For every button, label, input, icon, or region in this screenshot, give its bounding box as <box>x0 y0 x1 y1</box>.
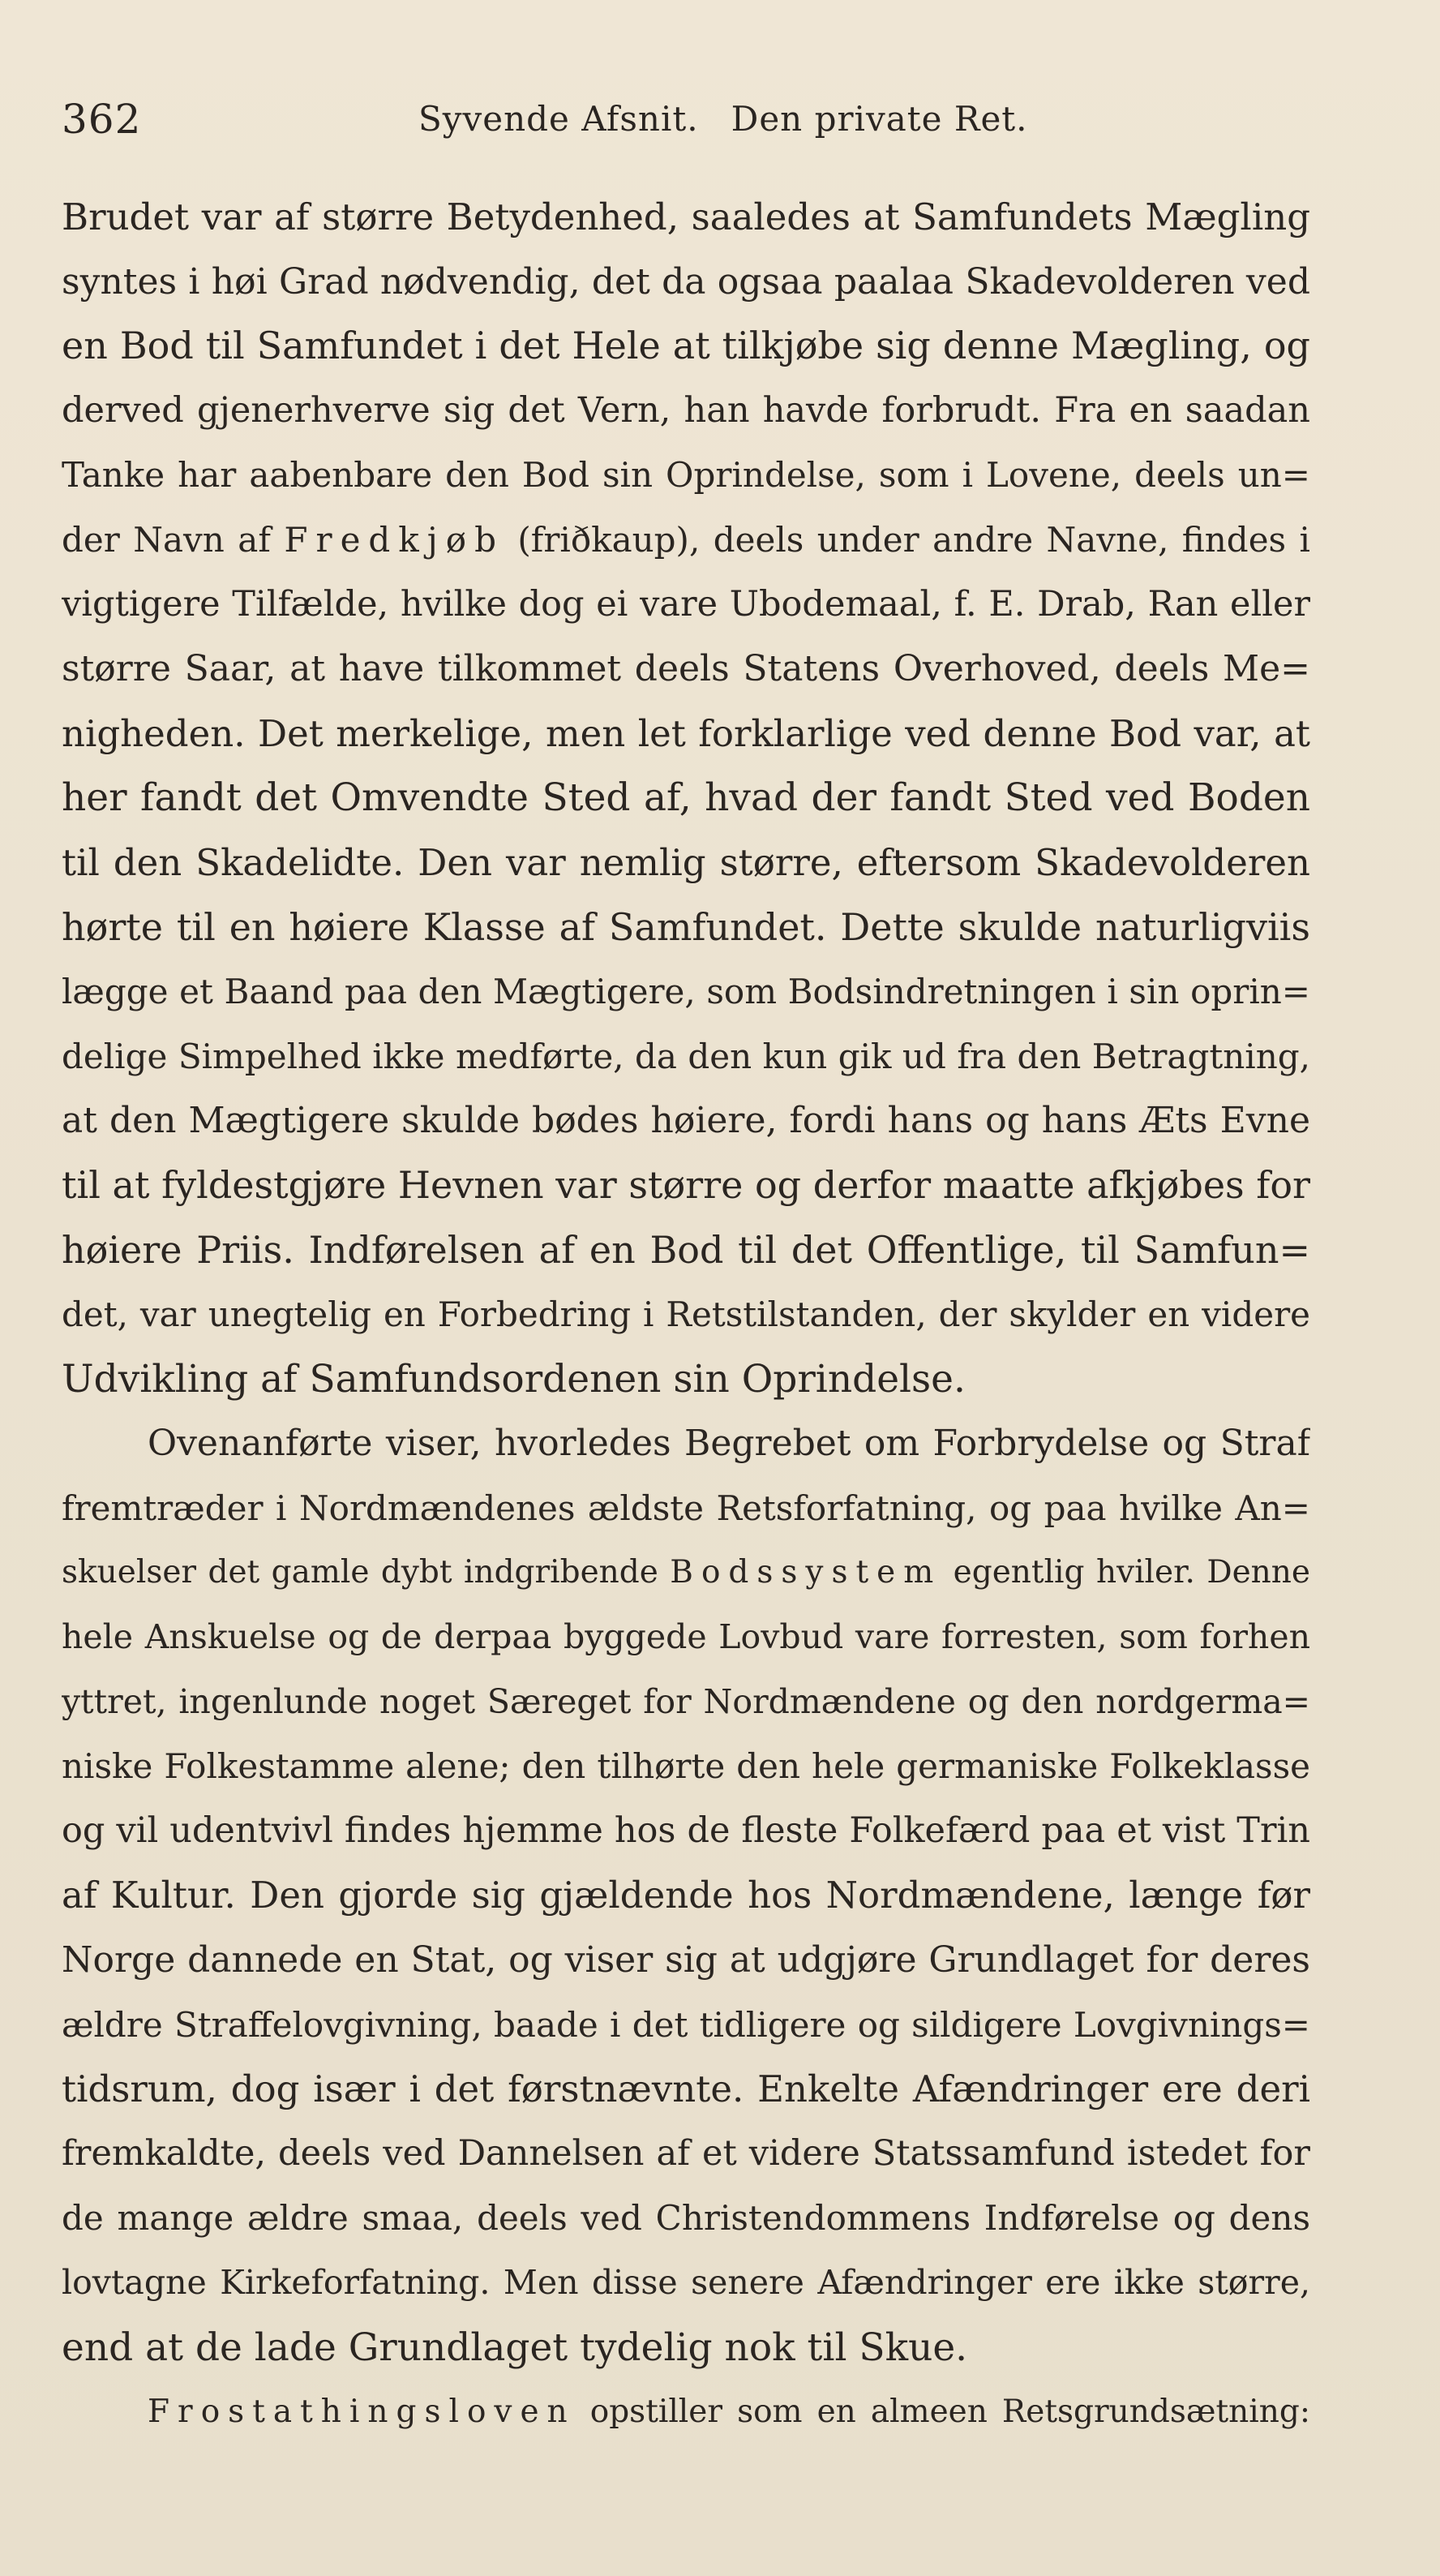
text-line: til den Skadelidte. Den var nemlig større, eftersom Skadevolderen <box>62 840 1310 884</box>
text-line: nigheden. Det merkelige, men let forklarlige ved denne Bod var, at <box>62 711 1310 755</box>
page-number: 362 <box>62 96 142 143</box>
text-line <box>62 508 1310 573</box>
text-line: syntes i høi Grad nødvendig, det da ogsaa paalaa Skadevolderen ved <box>62 260 1310 303</box>
text-line: tidsrum, dog især i det førstnævnte. Enkelte Afændringer ere deri <box>62 2067 1310 2111</box>
text-line: hørte til en høiere Klasse af Samfundet. Dette skulde naturligviis <box>62 904 1310 949</box>
text-line <box>62 1540 1310 1605</box>
text-line: hele Anskuelse og de derpaa byggede Lovbud vare forresten, som forhen <box>62 1617 1310 1657</box>
text-line: fremtræder i Nordmændenes ældste Retsforfatning, og paa hvilke An= <box>62 1488 1310 1528</box>
text-line: de mange ældre smaa, deels ved Christendommens Indførelse og dens <box>62 2198 1310 2239</box>
chapter-title: Syvende Afsnit. <box>418 99 699 139</box>
text-line: ældre Straffelovgivning, baade i det tidligere og sildigere Lovgivnings= <box>62 2004 1310 2045</box>
text-line: end at de lade Grundlaget tydelig nok til Skue. <box>62 2325 968 2370</box>
text-line: lovtagne Kirkeforfatning. Men disse senere Afændringer ere ikke større, <box>62 2263 1310 2302</box>
text-line <box>62 2380 1310 2445</box>
text-line: Tanke har aabenbare den Bod sin Oprindelse, som i Lovene, deels un= <box>62 455 1310 496</box>
text-line: Udvikling af Samfundsordenen sin Oprindelse. <box>62 1356 966 1402</box>
text-line: derved gjenerhverve sig det Vern, han havde forbrudt. Fra en saadan <box>62 389 1310 431</box>
text-line: til at fyldestgjøre Hevnen var større og derfor maatte afkjøbes for <box>62 1162 1310 1207</box>
section-title: Den private Ret. <box>731 99 1028 139</box>
text-line: fremkaldte, deels ved Dannelsen af et videre Statssamfund istedet for <box>62 2132 1310 2174</box>
text-line: vigtigere Tilfælde, hvilke dog ei vare Ubodemaal, f. E. Drab, Ran eller <box>62 583 1310 625</box>
text-segment: skuelser det gamle dybt indgribende <box>62 1554 671 1591</box>
text-line: og vil udentvivl findes hjemme hos de fleste Folkefærd paa et vist Trin <box>62 1810 1310 1851</box>
spaced-term: Fredkjøb <box>284 519 504 560</box>
text-line: Norge dannede en Stat, og viser sig at udgjøre Grundlaget for deres <box>62 1939 1310 1981</box>
body-text <box>62 185 1310 2445</box>
text-line: en Bod til Samfundet i det Hele at tilkjøbe sig denne Mægling, og <box>62 324 1310 368</box>
text-line: at den Mægtigere skulde bødes høiere, fordi hans og hans Æts Evne <box>62 1100 1310 1142</box>
running-head <box>418 91 1028 148</box>
text-segment: egentlig hviler. Denne <box>941 1554 1310 1591</box>
text-line: delige Simpelhed ikke medførte, da den kun gik ud fra den Betragtning, <box>62 1036 1310 1076</box>
text-segment: (friðkaup), deels under andre Navne, findes i <box>504 519 1310 560</box>
spaced-term: Bodssystem <box>670 1554 942 1591</box>
text-line: niske Folkestamme alene; den tilhørte den hele germaniske Folkeklasse <box>62 1746 1310 1787</box>
text-line: af Kultur. Den gjorde sig gjældende hos Nordmændene, længe før <box>62 1874 1310 1917</box>
text-segment: opstiller som en almeen Retsgrundsætning: <box>575 2394 1310 2431</box>
text-line: høiere Priis. Indførelsen af en Bod til det Offentlige, til Samfun= <box>62 1227 1310 1272</box>
spaced-term: Frostathingsloven <box>148 2394 576 2431</box>
text-line: yttret, ingenlunde noget Særeget for Nordmændene og den nordgerma= <box>62 1681 1310 1721</box>
text-line: Ovenanførte viser, hvorledes Begrebet om Forbrydelse og Straf <box>148 1423 1310 1465</box>
page-header <box>62 91 1302 148</box>
text-segment: der Navn af <box>62 519 285 560</box>
text-line: Brudet var af større Betydenhed, saaledes at Samfundets Mægling <box>62 195 1310 238</box>
text-line: her fandt det Omvendte Sted af, hvad der fandt Sted ved Boden <box>62 775 1310 821</box>
text-line: større Saar, at have tilkommet deels Statens Overhoved, deels Me= <box>62 648 1310 690</box>
text-line: det, var unegtelig en Forbedring i Retstilstanden, der skylder en videre <box>62 1294 1310 1335</box>
text-line: lægge et Baand paa den Mægtigere, som Bodsindretningen i sin oprin= <box>62 972 1310 1012</box>
